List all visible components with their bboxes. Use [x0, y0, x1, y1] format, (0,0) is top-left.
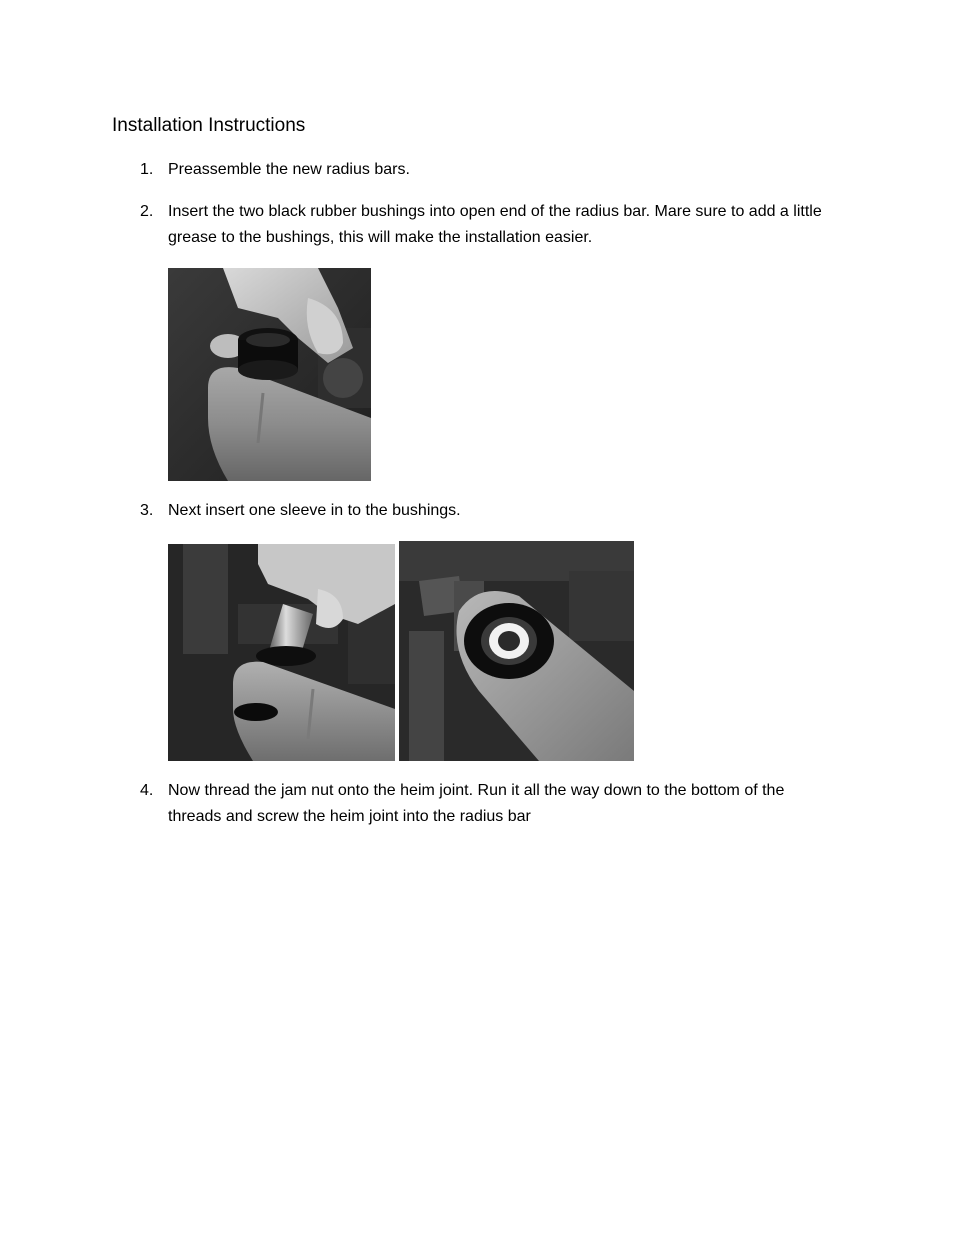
list-item-step-2	[140, 199, 840, 251]
step-text: Now thread the jam nut onto the heim joint. Run it all the way down to the bottom of the threads and screw the heim joint into the radius bar	[168, 782, 785, 825]
sleeve-insertion-illustration	[168, 544, 395, 761]
step-text: Next insert one sleeve in to the bushings.	[168, 502, 461, 519]
sleeve-installed-illustration	[399, 541, 634, 761]
bushing-insertion-illustration	[168, 268, 371, 481]
list-item-step-4	[140, 778, 840, 830]
sleeve-installed-photo	[399, 541, 634, 761]
sleeve-insertion-photo	[168, 544, 395, 761]
step-text: Insert the two black rubber bushings into open end of the radius bar. Mare sure to add a little grease to the bushings, this will make the installation easier.	[168, 203, 822, 246]
list-item-step-3	[140, 498, 840, 524]
step-number: 1.	[140, 161, 154, 178]
page-title: Installation Instructions	[112, 115, 306, 136]
step-number: 2.	[140, 203, 154, 220]
bushing-insertion-photo	[168, 268, 371, 481]
step-number: 3.	[140, 502, 154, 519]
list-item-step-1	[140, 157, 840, 183]
step-number: 4.	[140, 782, 154, 799]
step-text: Preassemble the new radius bars.	[168, 161, 410, 178]
